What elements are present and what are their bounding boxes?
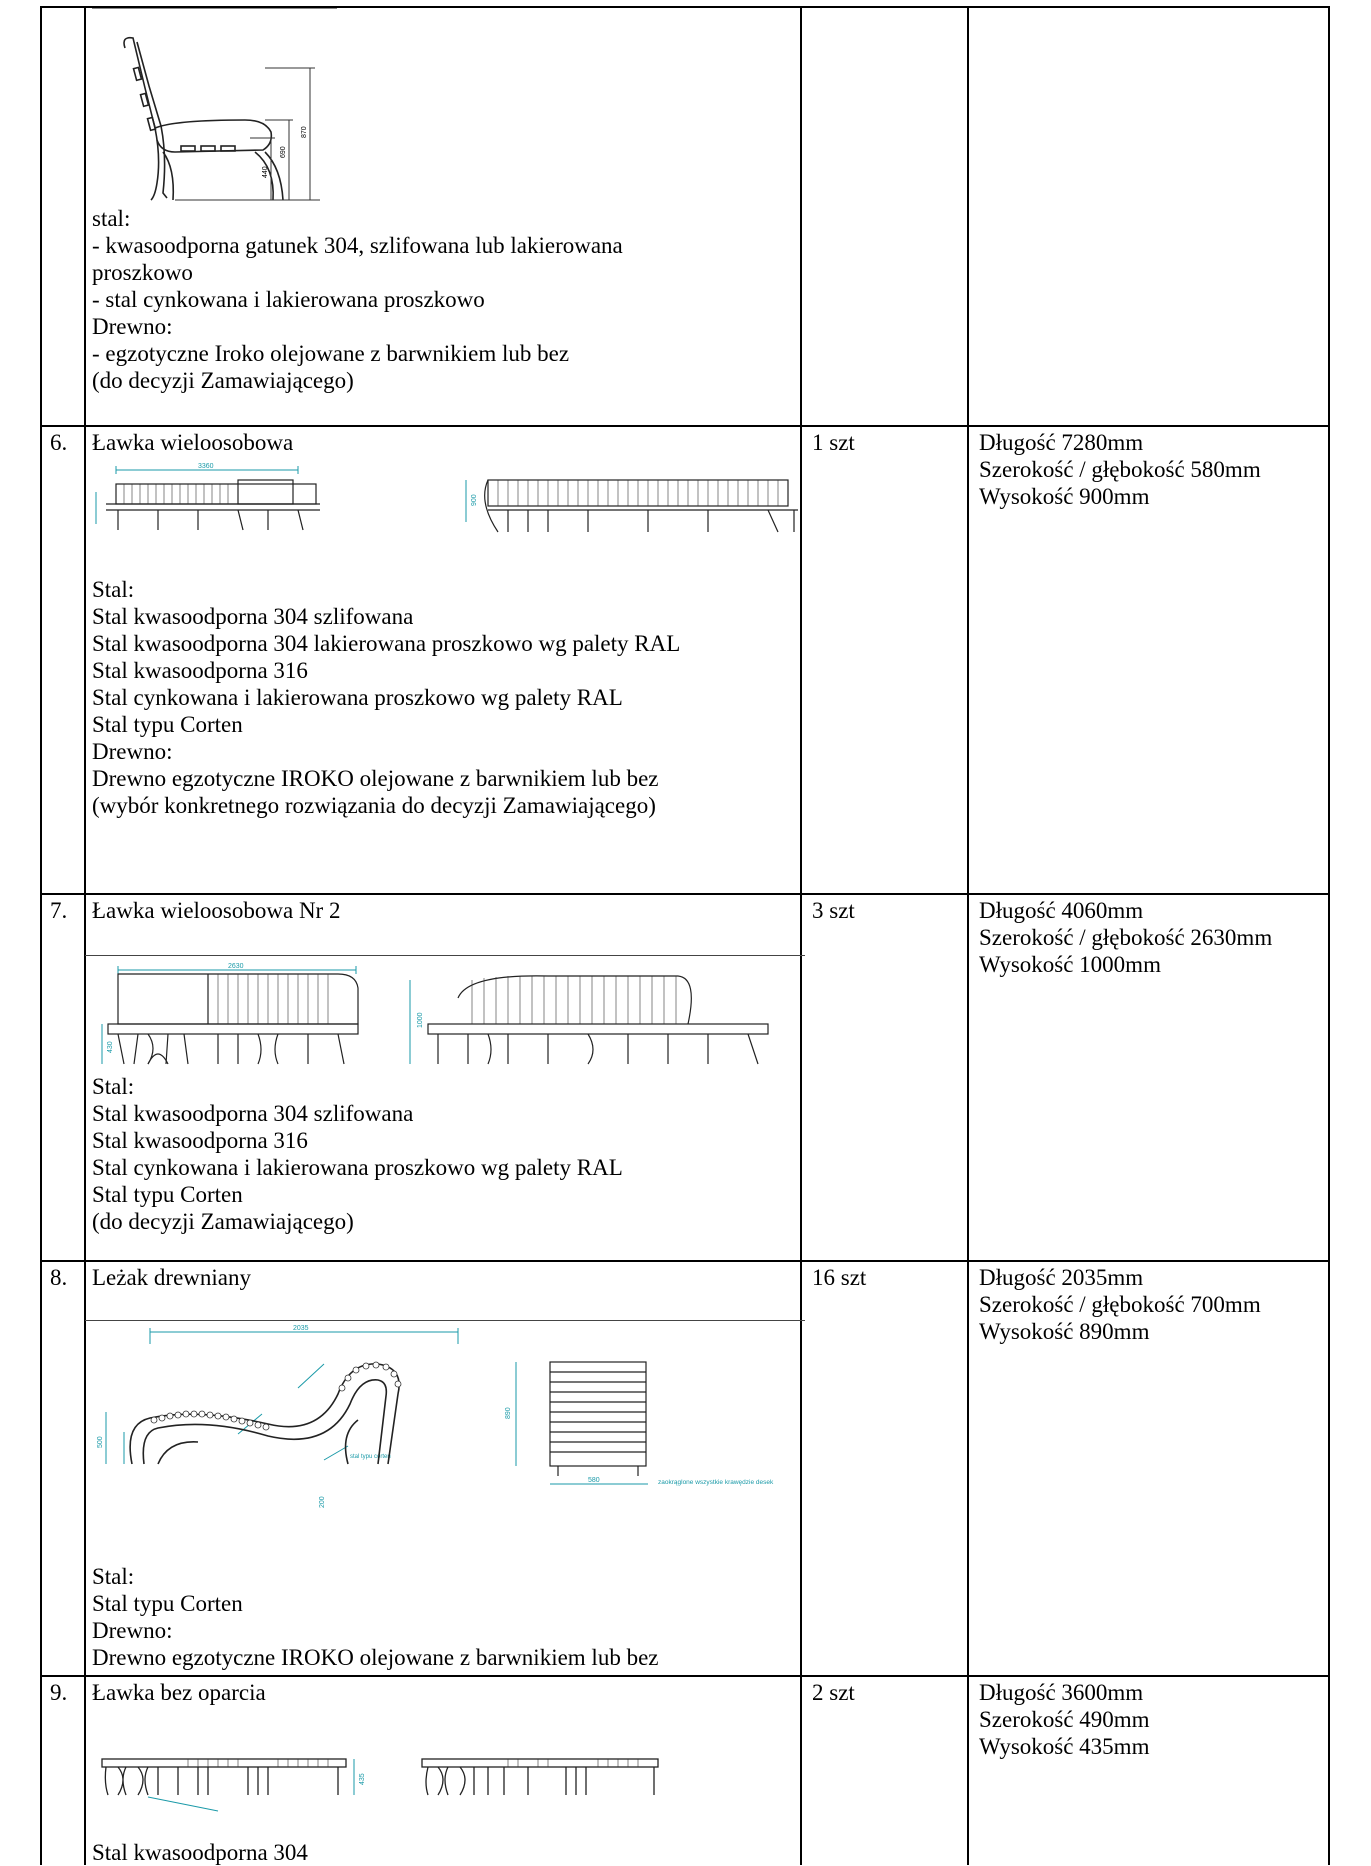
dim-label-500: 500	[97, 1436, 104, 1448]
text-line: Drewno egzotyczne IROKO olejowane z barwnikiem lub bez	[92, 766, 659, 791]
row7-dimensions	[979, 897, 1272, 978]
text-line: Stal kwasoodporna 304 szlifowana	[92, 604, 414, 629]
text-line: Stal cynkowana i lakierowana proszkowo wg palety RAL	[92, 685, 623, 710]
dimension-width: Szerokość / głębokość 700mm	[979, 1292, 1261, 1317]
row7-name-separator	[85, 955, 805, 956]
dim-label-1000: 1000	[417, 1012, 424, 1028]
row6-dimensions	[979, 429, 1261, 510]
text-line: Stal typu Corten	[92, 1591, 243, 1616]
text-line: - egzotyczne Iroko olejowane z barwnikiem lub bez	[92, 341, 570, 366]
dim-label-870: 870	[301, 126, 308, 138]
dim-label-430: 430	[107, 1041, 114, 1053]
text-line: Stal:	[92, 577, 135, 602]
row6-name: Ławka wieloosobowa	[92, 430, 294, 455]
text-line: Drewno egzotyczne IROKO olejowane z barwnikiem lub bez	[92, 1645, 659, 1670]
text-line: Stal typu Corten	[92, 1182, 243, 1207]
row-divider-6	[40, 425, 1330, 427]
dimension-width: Szerokość 490mm	[979, 1707, 1150, 1732]
row9-materials	[92, 1839, 308, 1866]
rounded-edges-note: zaokrąglone wszystkie krawędzie desek	[658, 1479, 774, 1486]
dimension-length: Długość 7280mm	[979, 430, 1144, 455]
text-line: Drewno:	[92, 1618, 173, 1643]
row6-quantity: 1 szt	[812, 430, 855, 455]
column-divider-1	[84, 6, 86, 1865]
text-line: Drewno:	[92, 314, 173, 339]
row8-name: Leżak drewniany	[92, 1265, 252, 1290]
row6-number: 6.	[50, 430, 68, 455]
dim-label-2035: 2035	[293, 1325, 309, 1332]
row5-materials	[92, 205, 623, 394]
row6-materials	[92, 576, 680, 819]
text-line: (do decyzji Zamawiającego)	[92, 368, 354, 393]
dim-label-890: 890	[505, 1407, 512, 1419]
text-line: Stal kwasoodporna 316	[92, 658, 308, 683]
text-line: Stal kwasoodporna 316	[92, 1128, 308, 1153]
row9-name: Ławka bez oparcia	[92, 1680, 266, 1705]
column-divider-2	[800, 6, 802, 1865]
dimension-length: Długość 4060mm	[979, 898, 1144, 923]
multi-seat-bench-drawing	[88, 462, 800, 542]
row8-name-separator	[85, 1320, 805, 1321]
row7-number: 7.	[50, 898, 68, 923]
table-border-left	[40, 6, 42, 1865]
text-line: Stal kwasoodporna 304	[92, 1840, 308, 1865]
multi-seat-bench-nr2-drawing	[88, 958, 800, 1070]
row-divider-7	[40, 893, 1330, 895]
corten-note: stal typu corten	[350, 1454, 391, 1460]
dim-label-2630: 2630	[228, 963, 244, 970]
row7-name: Ławka wieloosobowa Nr 2	[92, 898, 341, 923]
dim-label-435: 435	[359, 1773, 366, 1785]
row8-number: 8.	[50, 1265, 68, 1290]
row8-dimensions	[979, 1264, 1261, 1345]
dimension-length: Długość 2035mm	[979, 1265, 1144, 1290]
dimension-width: Szerokość / głębokość 2630mm	[979, 925, 1273, 950]
text-line: Stal:	[92, 1564, 135, 1589]
wooden-lounger-drawing	[88, 1324, 800, 1514]
dimension-height: Wysokość 435mm	[979, 1734, 1150, 1759]
dimension-height: Wysokość 900mm	[979, 484, 1150, 509]
dimension-height: Wysokość 890mm	[979, 1319, 1150, 1344]
text-line: Stal cynkowana i lakierowana proszkowo wg palety RAL	[92, 1155, 623, 1180]
row5-image-edge	[92, 8, 337, 9]
text-line: stal:	[92, 206, 131, 231]
row-divider-8	[40, 1260, 1330, 1262]
row9-number: 9.	[50, 1680, 68, 1705]
dim-label-690: 690	[280, 146, 287, 158]
row9-quantity: 2 szt	[812, 1680, 855, 1705]
bench-side-drawing	[115, 28, 345, 208]
row8-materials	[92, 1563, 659, 1671]
table-border-right	[1328, 6, 1330, 1865]
row9-dimensions	[979, 1679, 1150, 1760]
dim-label-440: 440	[262, 166, 269, 178]
text-line: Stal:	[92, 1074, 135, 1099]
text-line: Stal kwasoodporna 304 lakierowana proszkowo wg palety RAL	[92, 631, 681, 656]
row-divider-9	[40, 1675, 1330, 1677]
row7-quantity: 3 szt	[812, 898, 855, 923]
text-line: (do decyzji Zamawiającego)	[92, 1209, 354, 1234]
dim-label-580: 580	[588, 1477, 600, 1484]
dim-label-3360: 3360	[198, 463, 214, 470]
text-line: (wybór konkretnego rozwiązania do decyzji Zamawiającego)	[92, 793, 656, 818]
dim-label-200: 200	[319, 1496, 326, 1508]
text-line: Stal typu Corten	[92, 712, 243, 737]
text-line: - stal cynkowana i lakierowana proszkowo	[92, 287, 485, 312]
backless-bench-drawing	[88, 1745, 688, 1815]
column-divider-3	[967, 6, 969, 1865]
dimension-length: Długość 3600mm	[979, 1680, 1144, 1705]
row8-quantity: 16 szt	[812, 1265, 867, 1290]
dim-label-900: 900	[471, 494, 478, 506]
text-line: - kwasoodporna gatunek 304, szlifowana lub lakierowana	[92, 233, 623, 258]
text-line: Stal kwasoodporna 304 szlifowana	[92, 1101, 414, 1126]
dimension-height: Wysokość 1000mm	[979, 952, 1161, 977]
text-line: proszkowo	[92, 260, 193, 285]
row7-materials	[92, 1073, 623, 1235]
text-line: Drewno:	[92, 739, 173, 764]
dimension-width: Szerokość / głębokość 580mm	[979, 457, 1261, 482]
